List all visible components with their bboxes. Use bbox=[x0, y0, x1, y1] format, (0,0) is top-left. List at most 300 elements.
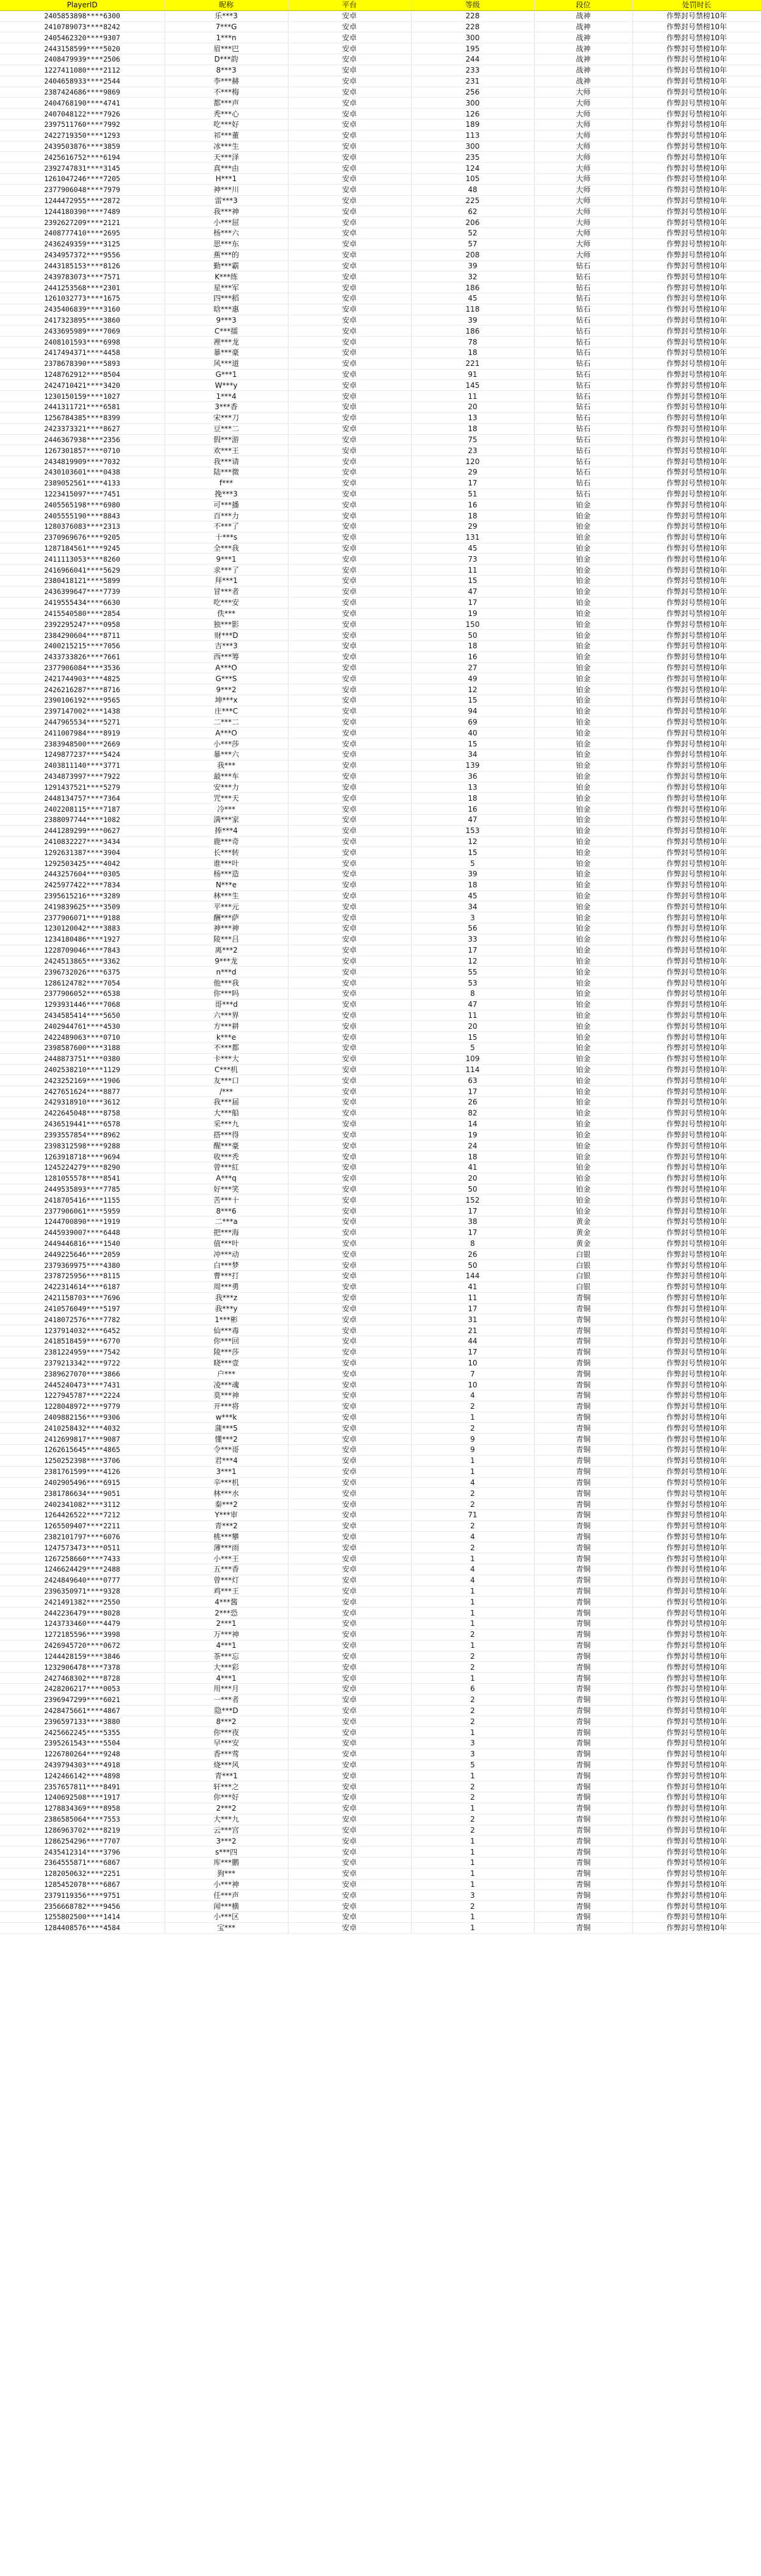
cell-rank: 铂金 bbox=[534, 825, 632, 836]
cell-nickname: 君***4 bbox=[165, 1455, 288, 1466]
cell-level: 1 bbox=[411, 1836, 534, 1847]
cell-level: 4 bbox=[411, 1531, 534, 1542]
cell-rank: 黄金 bbox=[534, 1217, 632, 1228]
cell-level: 233 bbox=[411, 65, 534, 76]
cell-player-id: 1230150159****1027 bbox=[0, 391, 165, 402]
table-row bbox=[0, 412, 761, 423]
cell-nickname: 冷*** bbox=[165, 804, 288, 815]
cell-penalty: 作弊封号禁榜10年 bbox=[632, 217, 761, 228]
cell-rank: 白银 bbox=[534, 1260, 632, 1271]
cell-level: 221 bbox=[411, 358, 534, 369]
table-row bbox=[0, 1868, 761, 1879]
cell-nickname: 财***D bbox=[165, 630, 288, 641]
table-row bbox=[0, 532, 761, 543]
cell-level: 7 bbox=[411, 1368, 534, 1379]
cell-platform: 安卓 bbox=[288, 1879, 411, 1890]
cell-nickname: 捧***4 bbox=[165, 825, 288, 836]
cell-level: 1 bbox=[411, 1673, 534, 1684]
table-row bbox=[0, 1847, 761, 1858]
cell-penalty: 作弊封号禁榜10年 bbox=[632, 98, 761, 109]
cell-level: 153 bbox=[411, 825, 534, 836]
cell-level: 2 bbox=[411, 1520, 534, 1531]
cell-level: 73 bbox=[411, 554, 534, 565]
cell-penalty: 作弊封号禁榜10年 bbox=[632, 1390, 761, 1401]
cell-level: 225 bbox=[411, 195, 534, 206]
cell-rank: 铂金 bbox=[534, 532, 632, 543]
cell-rank: 黄金 bbox=[534, 1227, 632, 1238]
cell-platform: 安卓 bbox=[288, 163, 411, 174]
cell-player-id: 2412699817****9087 bbox=[0, 1434, 165, 1445]
cell-nickname: 开***将 bbox=[165, 1401, 288, 1412]
cell-level: 16 bbox=[411, 651, 534, 662]
cell-nickname: 李***赫 bbox=[165, 76, 288, 87]
cell-nickname: 小***区 bbox=[165, 1912, 288, 1923]
cell-platform: 安卓 bbox=[288, 1825, 411, 1836]
cell-player-id: 2446367938****2356 bbox=[0, 434, 165, 445]
cell-nickname: 仙***毒 bbox=[165, 1325, 288, 1336]
cell-player-id: 2381761599****4126 bbox=[0, 1466, 165, 1477]
cell-nickname: 晗***惠 bbox=[165, 304, 288, 315]
cell-nickname: 你***回 bbox=[165, 1336, 288, 1347]
cell-penalty: 作弊封号禁榜10年 bbox=[632, 238, 761, 249]
table-row bbox=[0, 10, 761, 21]
cell-penalty: 作弊封号禁榜10年 bbox=[632, 206, 761, 217]
cell-player-id: 2404768190****4741 bbox=[0, 98, 165, 109]
cell-platform: 安卓 bbox=[288, 1107, 411, 1118]
cell-level: 2 bbox=[411, 1488, 534, 1499]
cell-level: 17 bbox=[411, 478, 534, 488]
cell-platform: 安卓 bbox=[288, 1792, 411, 1803]
table-row bbox=[0, 1520, 761, 1531]
table-row bbox=[0, 847, 761, 858]
cell-penalty: 作弊封号禁榜10年 bbox=[632, 380, 761, 391]
cell-platform: 安卓 bbox=[288, 467, 411, 478]
cell-player-id: 1232906478****7378 bbox=[0, 1662, 165, 1673]
cell-rank: 青铜 bbox=[534, 1727, 632, 1738]
header-level: 等级 bbox=[411, 0, 534, 10]
table-row bbox=[0, 750, 761, 760]
cell-penalty: 作弊封号禁榜10年 bbox=[632, 21, 761, 32]
cell-penalty: 作弊封号禁榜10年 bbox=[632, 43, 761, 54]
cell-nickname: 8***6 bbox=[165, 1206, 288, 1217]
header-player-id: PlayerID bbox=[0, 0, 165, 10]
cell-player-id: 1230120042****3883 bbox=[0, 923, 165, 934]
table-row bbox=[0, 858, 761, 869]
table-row bbox=[0, 760, 761, 771]
cell-penalty: 作弊封号禁榜10年 bbox=[632, 1184, 761, 1195]
table-row bbox=[0, 662, 761, 673]
cell-platform: 安卓 bbox=[288, 1249, 411, 1260]
cell-rank: 铂金 bbox=[534, 869, 632, 880]
cell-level: 49 bbox=[411, 673, 534, 684]
cell-player-id: 2419555434****6630 bbox=[0, 597, 165, 608]
cell-penalty: 作弊封号禁榜10年 bbox=[632, 619, 761, 630]
cell-penalty: 作弊封号禁榜10年 bbox=[632, 814, 761, 825]
cell-rank: 铂金 bbox=[534, 651, 632, 662]
cell-level: 41 bbox=[411, 1281, 534, 1292]
cell-rank: 铂金 bbox=[534, 1086, 632, 1097]
cell-rank: 铂金 bbox=[534, 1010, 632, 1021]
cell-player-id: 2425662245****5355 bbox=[0, 1727, 165, 1738]
cell-platform: 安卓 bbox=[288, 825, 411, 836]
cell-player-id: 1226780264****9248 bbox=[0, 1748, 165, 1759]
cell-level: 12 bbox=[411, 956, 534, 967]
cell-penalty: 作弊封号禁榜10年 bbox=[632, 1401, 761, 1412]
cell-rank: 青铜 bbox=[534, 1477, 632, 1488]
table-row bbox=[0, 934, 761, 945]
cell-player-id: 1282050632****2251 bbox=[0, 1868, 165, 1879]
table-row bbox=[0, 1922, 761, 1933]
cell-rank: 铂金 bbox=[534, 1206, 632, 1217]
cell-nickname: s***四 bbox=[165, 1847, 288, 1858]
cell-player-id: 2405555190****8843 bbox=[0, 510, 165, 521]
cell-rank: 钻石 bbox=[534, 478, 632, 488]
cell-player-id: 2405462320****9307 bbox=[0, 32, 165, 43]
cell-level: 2 bbox=[411, 1781, 534, 1792]
cell-platform: 安卓 bbox=[288, 119, 411, 130]
cell-penalty: 作弊封号禁榜10年 bbox=[632, 1097, 761, 1108]
cell-level: 124 bbox=[411, 163, 534, 174]
cell-player-id: 2356668782****9456 bbox=[0, 1901, 165, 1912]
cell-nickname: 咒***天 bbox=[165, 793, 288, 804]
cell-platform: 安卓 bbox=[288, 304, 411, 315]
cell-level: 2 bbox=[411, 1792, 534, 1803]
cell-platform: 安卓 bbox=[288, 1912, 411, 1923]
cell-platform: 安卓 bbox=[288, 260, 411, 271]
cell-penalty: 作弊封号禁榜10年 bbox=[632, 1683, 761, 1694]
cell-nickname: w***k bbox=[165, 1412, 288, 1423]
cell-rank: 铂金 bbox=[534, 967, 632, 978]
table-row bbox=[0, 456, 761, 467]
cell-rank: 青铜 bbox=[534, 1412, 632, 1423]
cell-player-id: 2384290604****8711 bbox=[0, 630, 165, 641]
cell-platform: 安卓 bbox=[288, 1173, 411, 1184]
cell-penalty: 作弊封号禁榜10年 bbox=[632, 1173, 761, 1184]
cell-level: 6 bbox=[411, 1683, 534, 1694]
table-row bbox=[0, 1227, 761, 1238]
cell-player-id: 2434957372****9556 bbox=[0, 249, 165, 260]
cell-penalty: 作弊封号禁榜10年 bbox=[632, 1053, 761, 1064]
cell-platform: 安卓 bbox=[288, 1021, 411, 1032]
cell-level: 2 bbox=[411, 1629, 534, 1640]
table-row bbox=[0, 1705, 761, 1716]
cell-player-id: 1287184561****9245 bbox=[0, 543, 165, 554]
table-row bbox=[0, 1162, 761, 1173]
cell-nickname: 香***莺 bbox=[165, 1748, 288, 1759]
cell-rank: 铂金 bbox=[534, 673, 632, 684]
cell-penalty: 作弊封号禁榜10年 bbox=[632, 1043, 761, 1054]
cell-platform: 安卓 bbox=[288, 152, 411, 163]
cell-nickname: 吃***安 bbox=[165, 597, 288, 608]
table-row bbox=[0, 717, 761, 728]
cell-player-id: 2435406839****3160 bbox=[0, 304, 165, 315]
cell-platform: 安卓 bbox=[288, 956, 411, 967]
cell-player-id: 2381786634****9051 bbox=[0, 1488, 165, 1499]
table-row bbox=[0, 238, 761, 249]
cell-rank: 铂金 bbox=[534, 847, 632, 858]
cell-level: 50 bbox=[411, 630, 534, 641]
cell-rank: 青铜 bbox=[534, 1445, 632, 1456]
cell-rank: 铂金 bbox=[534, 1140, 632, 1151]
cell-player-id: 2389052561****4133 bbox=[0, 478, 165, 488]
cell-platform: 安卓 bbox=[288, 651, 411, 662]
cell-rank: 铂金 bbox=[534, 1162, 632, 1173]
cell-level: 5 bbox=[411, 1759, 534, 1770]
cell-nickname: 友***口 bbox=[165, 1075, 288, 1086]
cell-level: 17 bbox=[411, 1206, 534, 1217]
cell-platform: 安卓 bbox=[288, 1043, 411, 1054]
cell-nickname: 7***G bbox=[165, 21, 288, 32]
table-row bbox=[0, 195, 761, 206]
cell-player-id: 2427468302****8728 bbox=[0, 1673, 165, 1684]
cell-platform: 安卓 bbox=[288, 684, 411, 695]
cell-rank: 青铜 bbox=[534, 1738, 632, 1749]
cell-rank: 青铜 bbox=[534, 1314, 632, 1325]
cell-platform: 安卓 bbox=[288, 369, 411, 380]
table-row bbox=[0, 1173, 761, 1184]
cell-level: 1 bbox=[411, 1412, 534, 1423]
cell-rank: 钻石 bbox=[534, 412, 632, 423]
cell-player-id: 1285452078****6867 bbox=[0, 1879, 165, 1890]
cell-player-id: 2402944761****4530 bbox=[0, 1021, 165, 1032]
table-row bbox=[0, 576, 761, 587]
cell-level: 3 bbox=[411, 1890, 534, 1901]
cell-platform: 安卓 bbox=[288, 1857, 411, 1868]
table-row bbox=[0, 87, 761, 98]
cell-rank: 青铜 bbox=[534, 1336, 632, 1347]
cell-player-id: 2396350971****9328 bbox=[0, 1586, 165, 1597]
table-row bbox=[0, 174, 761, 185]
cell-level: 11 bbox=[411, 391, 534, 402]
cell-nickname: 9***1 bbox=[165, 554, 288, 565]
cell-platform: 安卓 bbox=[288, 988, 411, 999]
cell-platform: 安卓 bbox=[288, 499, 411, 510]
cell-nickname: 库***鹏 bbox=[165, 1857, 288, 1868]
cell-player-id: 2418705416****1155 bbox=[0, 1195, 165, 1206]
cell-level: 82 bbox=[411, 1107, 534, 1118]
cell-player-id: 2392627209****2121 bbox=[0, 217, 165, 228]
cell-nickname: 秃***心 bbox=[165, 109, 288, 120]
cell-rank: 青铜 bbox=[534, 1901, 632, 1912]
cell-rank: 青铜 bbox=[534, 1466, 632, 1477]
cell-player-id: 1284408576****4584 bbox=[0, 1922, 165, 1933]
table-row bbox=[0, 184, 761, 195]
cell-nickname: G***1 bbox=[165, 369, 288, 380]
cell-player-id: 2424513865****3362 bbox=[0, 956, 165, 967]
cell-platform: 安卓 bbox=[288, 967, 411, 978]
table-row bbox=[0, 1640, 761, 1651]
table-row bbox=[0, 1032, 761, 1043]
cell-rank: 战神 bbox=[534, 65, 632, 76]
cell-rank: 铂金 bbox=[534, 521, 632, 532]
cell-penalty: 作弊封号禁榜10年 bbox=[632, 1118, 761, 1129]
cell-nickname: 平***元 bbox=[165, 901, 288, 912]
cell-nickname: 值***叶 bbox=[165, 1238, 288, 1249]
cell-penalty: 作弊封号禁榜10年 bbox=[632, 879, 761, 890]
cell-platform: 安卓 bbox=[288, 1032, 411, 1043]
cell-level: 18 bbox=[411, 423, 534, 434]
cell-rank: 铂金 bbox=[534, 706, 632, 717]
cell-penalty: 作弊封号禁榜10年 bbox=[632, 1010, 761, 1021]
cell-rank: 铂金 bbox=[534, 739, 632, 750]
cell-platform: 安卓 bbox=[288, 1238, 411, 1249]
cell-level: 26 bbox=[411, 1097, 534, 1108]
header-platform: 平台 bbox=[288, 0, 411, 10]
cell-penalty: 作弊封号禁榜10年 bbox=[632, 630, 761, 641]
cell-player-id: 2430103601****0438 bbox=[0, 467, 165, 478]
cell-nickname: 万***神 bbox=[165, 1629, 288, 1640]
cell-penalty: 作弊封号禁榜10年 bbox=[632, 65, 761, 76]
cell-penalty: 作弊封号禁榜10年 bbox=[632, 1217, 761, 1228]
table-row bbox=[0, 1217, 761, 1228]
cell-level: 256 bbox=[411, 87, 534, 98]
cell-level: 11 bbox=[411, 565, 534, 576]
cell-level: 18 bbox=[411, 1151, 534, 1162]
cell-rank: 青铜 bbox=[534, 1434, 632, 1445]
table-row bbox=[0, 206, 761, 217]
cell-nickname: 4***1 bbox=[165, 1673, 288, 1684]
cell-player-id: 2398312598****9288 bbox=[0, 1140, 165, 1151]
cell-platform: 安卓 bbox=[288, 1922, 411, 1933]
cell-nickname: 3***2 bbox=[165, 1836, 288, 1847]
cell-rank: 青铜 bbox=[534, 1683, 632, 1694]
table-row bbox=[0, 619, 761, 630]
cell-level: 1 bbox=[411, 1619, 534, 1630]
cell-platform: 安卓 bbox=[288, 1499, 411, 1510]
cell-penalty: 作弊封号禁榜10年 bbox=[632, 87, 761, 98]
cell-nickname: 1***彬 bbox=[165, 1314, 288, 1325]
cell-player-id: 2449225646****2059 bbox=[0, 1249, 165, 1260]
cell-nickname: 不***都 bbox=[165, 1043, 288, 1054]
cell-platform: 安卓 bbox=[288, 1260, 411, 1271]
cell-penalty: 作弊封号禁榜10年 bbox=[632, 1281, 761, 1292]
table-row bbox=[0, 1619, 761, 1630]
cell-player-id: 1272185596****3998 bbox=[0, 1629, 165, 1640]
cell-nickname: 茶***忘 bbox=[165, 1651, 288, 1662]
table-row bbox=[0, 1379, 761, 1390]
cell-penalty: 作弊封号禁榜10年 bbox=[632, 1129, 761, 1140]
cell-rank: 青铜 bbox=[534, 1803, 632, 1814]
cell-rank: 青铜 bbox=[534, 1509, 632, 1520]
table-row bbox=[0, 1857, 761, 1868]
cell-level: 13 bbox=[411, 782, 534, 793]
table-row bbox=[0, 510, 761, 521]
cell-rank: 铂金 bbox=[534, 630, 632, 641]
cell-platform: 安卓 bbox=[288, 1716, 411, 1727]
cell-player-id: 2434585414****5650 bbox=[0, 1010, 165, 1021]
header-rank: 段位 bbox=[534, 0, 632, 10]
table-row bbox=[0, 814, 761, 825]
cell-nickname: 雷***3 bbox=[165, 195, 288, 206]
cell-nickname: 4***1 bbox=[165, 1640, 288, 1651]
cell-platform: 安卓 bbox=[288, 814, 411, 825]
cell-level: 4 bbox=[411, 1477, 534, 1488]
cell-player-id: 1261047246****7205 bbox=[0, 174, 165, 185]
cell-platform: 安卓 bbox=[288, 1010, 411, 1021]
cell-penalty: 作弊封号禁榜10年 bbox=[632, 1032, 761, 1043]
cell-rank: 钻石 bbox=[534, 315, 632, 326]
cell-nickname: 我***z bbox=[165, 1292, 288, 1303]
cell-rank: 青铜 bbox=[534, 1292, 632, 1303]
cell-nickname: 方***耕 bbox=[165, 1021, 288, 1032]
table-row bbox=[0, 1901, 761, 1912]
cell-player-id: 2387424686****9869 bbox=[0, 87, 165, 98]
table-row bbox=[0, 348, 761, 359]
cell-rank: 铂金 bbox=[534, 640, 632, 651]
cell-platform: 安卓 bbox=[288, 1227, 411, 1238]
cell-level: 9 bbox=[411, 1445, 534, 1456]
cell-penalty: 作弊封号禁榜10年 bbox=[632, 1879, 761, 1890]
cell-nickname: 西***筹 bbox=[165, 651, 288, 662]
cell-player-id: 2402905496****6915 bbox=[0, 1477, 165, 1488]
cell-rank: 大师 bbox=[534, 163, 632, 174]
cell-player-id: 2395261543****5504 bbox=[0, 1738, 165, 1749]
cell-platform: 安卓 bbox=[288, 478, 411, 488]
cell-level: 17 bbox=[411, 1227, 534, 1238]
cell-nickname: 1***4 bbox=[165, 391, 288, 402]
cell-player-id: 1223415097****7451 bbox=[0, 488, 165, 499]
cell-nickname: 冲***动 bbox=[165, 1249, 288, 1260]
table-row bbox=[0, 999, 761, 1010]
cell-player-id: 2408479939****2506 bbox=[0, 54, 165, 65]
cell-nickname: 小***神 bbox=[165, 1879, 288, 1890]
cell-level: 15 bbox=[411, 847, 534, 858]
cell-rank: 大师 bbox=[534, 249, 632, 260]
cell-level: 3 bbox=[411, 912, 534, 923]
cell-nickname: 宋***刀 bbox=[165, 412, 288, 423]
cell-rank: 青铜 bbox=[534, 1705, 632, 1716]
table-row bbox=[0, 1781, 761, 1792]
cell-rank: 青铜 bbox=[534, 1662, 632, 1673]
table-row bbox=[0, 1129, 761, 1140]
cell-nickname: 4***酱 bbox=[165, 1597, 288, 1608]
cell-level: 16 bbox=[411, 804, 534, 815]
cell-player-id: 2393557854****8962 bbox=[0, 1129, 165, 1140]
cell-rank: 青铜 bbox=[534, 1564, 632, 1575]
cell-player-id: 1227945787****2224 bbox=[0, 1390, 165, 1401]
table-row bbox=[0, 358, 761, 369]
cell-level: 5 bbox=[411, 1043, 534, 1054]
cell-penalty: 作弊封号禁榜10年 bbox=[632, 1912, 761, 1923]
cell-nickname: 你***吗 bbox=[165, 988, 288, 999]
cell-platform: 安卓 bbox=[288, 1890, 411, 1901]
cell-player-id: 2443185153****8126 bbox=[0, 260, 165, 271]
cell-rank: 大师 bbox=[534, 87, 632, 98]
table-row bbox=[0, 1586, 761, 1597]
cell-level: 56 bbox=[411, 923, 534, 934]
cell-nickname: 令***哥 bbox=[165, 1445, 288, 1456]
table-row bbox=[0, 304, 761, 315]
table-row bbox=[0, 554, 761, 565]
cell-player-id: 2396947299****6021 bbox=[0, 1694, 165, 1705]
cell-nickname: 他***我 bbox=[165, 978, 288, 989]
cell-platform: 安卓 bbox=[288, 901, 411, 912]
cell-platform: 安卓 bbox=[288, 782, 411, 793]
cell-level: 15 bbox=[411, 576, 534, 587]
cell-nickname: 一***者 bbox=[165, 1694, 288, 1705]
cell-level: 53 bbox=[411, 978, 534, 989]
cell-rank: 铂金 bbox=[534, 1195, 632, 1206]
table-row bbox=[0, 804, 761, 815]
cell-penalty: 作弊封号禁榜10年 bbox=[632, 1716, 761, 1727]
cell-platform: 安卓 bbox=[288, 1564, 411, 1575]
cell-penalty: 作弊封号禁榜10年 bbox=[632, 54, 761, 65]
cell-penalty: 作弊封号禁榜10年 bbox=[632, 1781, 761, 1792]
table-row bbox=[0, 1564, 761, 1575]
cell-player-id: 2415540580****2854 bbox=[0, 608, 165, 619]
table-row bbox=[0, 282, 761, 293]
cell-player-id: 1243733460****4479 bbox=[0, 1619, 165, 1630]
